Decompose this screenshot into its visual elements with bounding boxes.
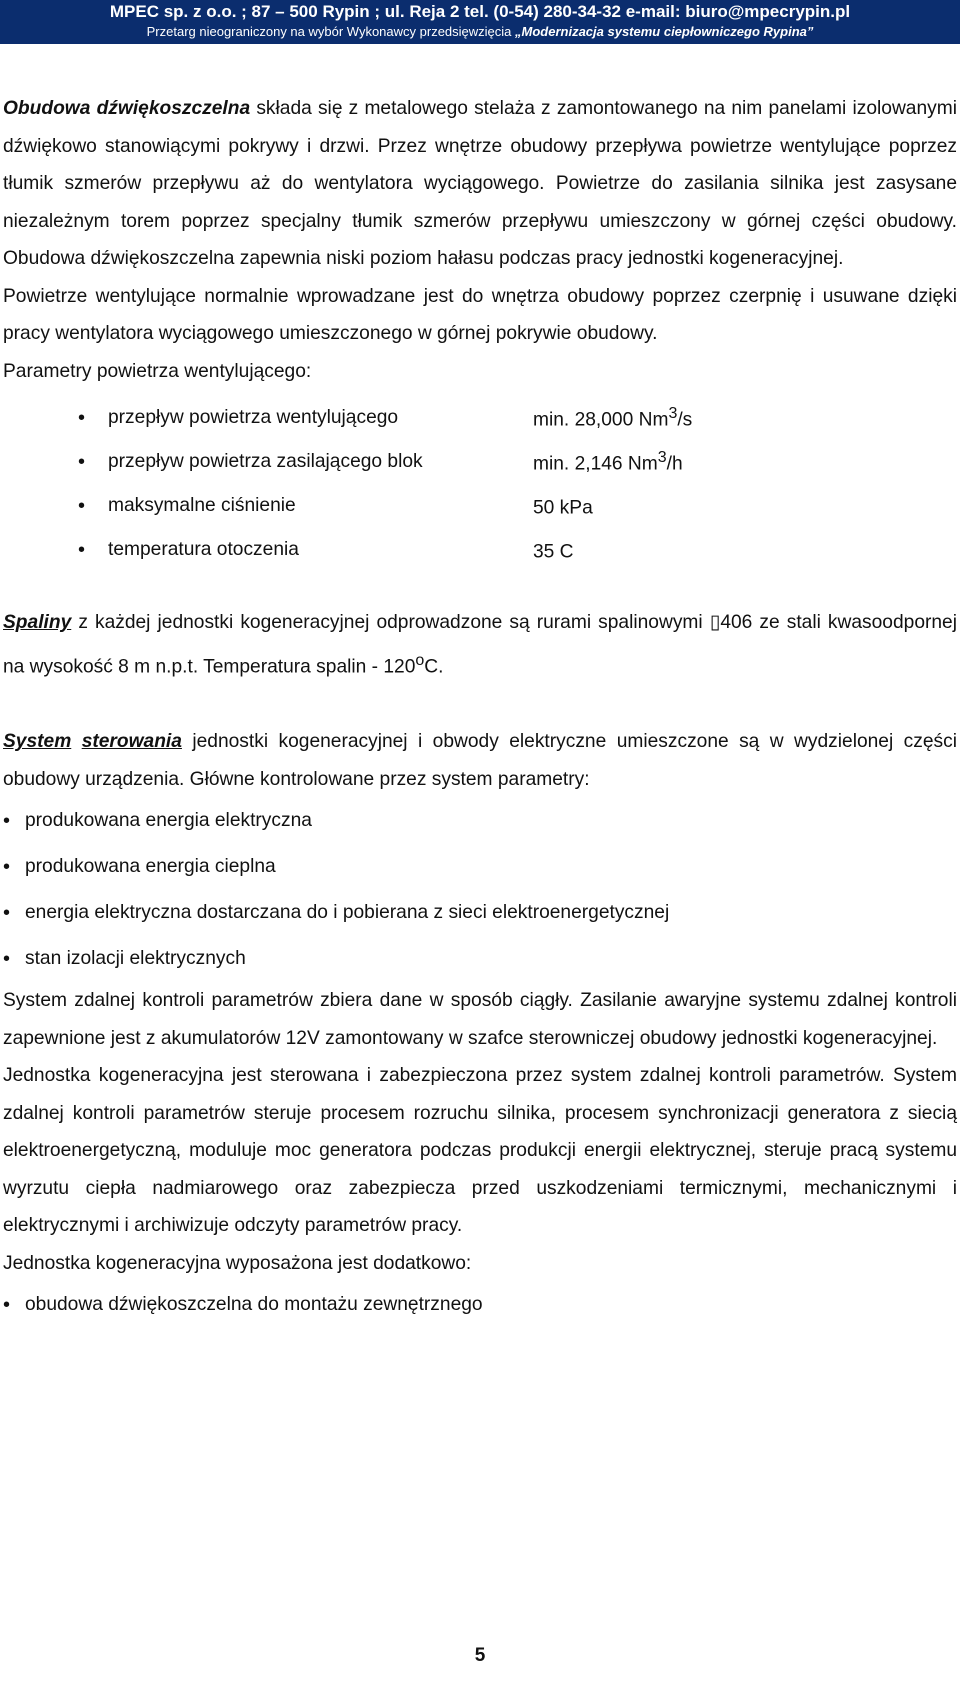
intro-paragraph [3,90,957,278]
list-item: • produkowana energia elektryczna [3,809,312,832]
document-body [3,90,957,1328]
bullet-icon: • [3,809,11,832]
page-header [0,0,960,44]
extra-equipment-list [3,1282,957,1328]
parameter-value: 35 C [533,541,574,563]
bullet-icon: • [3,901,11,924]
parameter-row [3,484,957,528]
parameter-name: temperatura otoczenia [108,539,299,560]
bullet-icon: • [3,855,11,878]
ventilation-paragraph: Powietrze wentylujące normalnie wprowadzane jest do wnętrza obudowy poprzez czerpnię i usuwane dzięki pracy wentylatora wyciągowego umieszczonego w górnej pokrywie obudowy. [3,285,957,344]
control-system-paragraph: System sterowania jednostki kogeneracyjnej i obwody elektryczne umieszczone są w wydzielonej części obudowy urządzenia. Główne kontrolowane przez system parametry: [3,731,957,790]
tender-text: Przetarg nieograniczony na wybór Wykonawcy przedsięwzięcia [146,24,516,39]
parameter-name: przepływ powietrza wentylującego [108,407,399,428]
intro-text-1: składa się z metalowego stelaża z zamontowanego na nim panelami izolowanymi dźwiękowo stanowiącymi pokrywy i drzwi. Przez wnętrze obudowy przepływa powietrze wentylujące poprzez tłumik szmerów przepływu aż do wentylatora wyciągowego. [3,98,957,194]
page-number: 5 [474,1645,486,1666]
control-lead-1: System [3,731,72,753]
exhaust-paragraph: Spaliny z każdej jednostki kogeneracyjnej odprowadzone są rurami spalinowymi ▯406 ze stali kwasoodpornej na wysokość 8 m n.p.t. Temperatura spalin - 120$^o$C. [3,612,957,677]
list-item: • obudowa dźwiękoszczelna do montażu zewnętrznego [3,1293,483,1316]
tender-info [0,22,960,41]
diameter-symbol: ▯ [709,612,721,633]
bullet-icon: • [78,450,86,473]
bullet-icon: • [78,538,86,561]
parameter-row [3,528,957,572]
remote-control-paragraph-1: System zdalnej kontroli parametrów zbiera dane w sposób ciągły. Zasilanie awaryjne systemu zdalnej kontroli zapewnione jest z akumulatorów 12V zamontowany w szafce sterowniczej obudowy jednostki kogeneracyjnej. [3,990,957,1049]
intro-text-2: Powietrze do zasilania silnika jest zasysane niezależnym torem poprzez specjalny tłumik szmerów przepływu umieszczony w górnej części obudowy. Obudowa dźwiękoszczelna zapewnia niski poziom hałasu podczas pracy jednostki kogeneracyjnej. [3,173,957,269]
exhaust-lead: Spaliny [3,612,72,633]
parameter-row [3,440,957,484]
list-item: • energia elektryczna dostarczana do i pobierana z sieci elektroenergetycznej [3,901,670,924]
parameter-row [3,396,957,440]
parameter-value: min. 28,000 Nm$^3$/s [533,404,693,431]
list-item: • produkowana energia cieplna [3,855,276,878]
bullet-icon: • [78,494,86,517]
parameter-name: maksymalne ciśnienie [108,495,296,516]
company-info: MPEC sp. z o.o. ; 87 – 500 Rypin ; ul. Reja 2 tel. (0-54) 280-34-32 e-mail: biuro@mpecrypin.pl [109,2,851,21]
controlled-parameters-list [3,798,957,982]
parameter-value: min. 2,146 Nm$^3$/h [533,448,683,475]
parameter-value: 50 kPa [533,497,593,519]
params-title: Parametry powietrza wentylującego: [3,360,312,382]
bullet-icon: • [78,406,86,429]
extra-equipment-title: Jednostka kogeneracyjna wyposażona jest dodatkowo: [3,1252,472,1274]
parameter-name: przepływ powietrza zasilającego blok [108,451,423,472]
list-item: • stan izolacji elektrycznych [3,947,246,970]
bullet-icon: • [3,1293,11,1316]
bullet-icon: • [3,947,11,970]
control-lead-2: sterowania [81,731,182,753]
project-name: „Modernizacja systemu ciepłowniczego Rypina” [515,24,814,39]
intro-lead: Obudowa dźwiękoszczelna [3,98,251,119]
parameter-list [3,396,957,572]
remote-control-paragraph-2: Jednostka kogeneracyjna jest sterowana i zabezpieczona przez system zdalnej kontroli parametrów. System zdalnej kontroli parametrów steruje procesem rozruchu silnika, procesem synchronizacji generatora z siecią elektroenergetyczną, moduluje moc generatora podczas produkcji energii elektrycznej, steruje pracą systemu wyrzutu ciepła nadmiarowego oraz zabezpiecza przed uszkodzeniami termicznymi, mechanicznymi i elektrycznymi i archiwizuje odczyty parametrów pracy. [3,1065,957,1237]
